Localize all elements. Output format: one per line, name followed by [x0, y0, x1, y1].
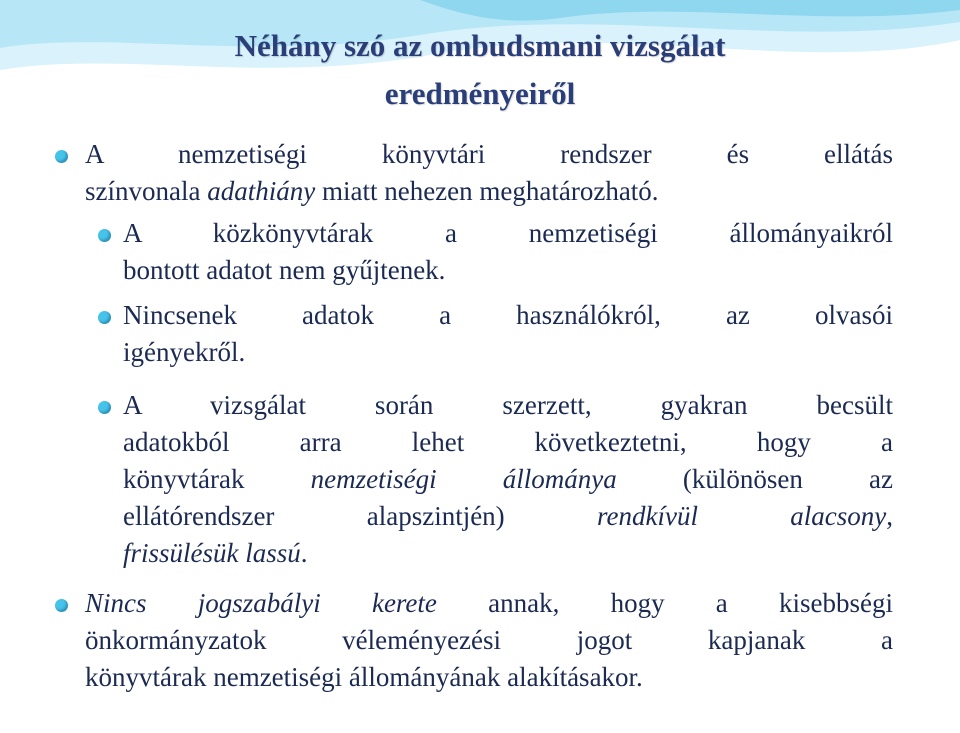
- emphasized-text: rendkívül alacsony: [597, 501, 887, 531]
- bullet-dot-icon: [98, 311, 111, 324]
- text-segment: igényekről.: [123, 337, 246, 367]
- bullet-line: [123, 498, 893, 535]
- slide-title-line-1: Néhány szó az ombudsmani vizsgálat: [234, 28, 726, 63]
- slide-title-line-2: eredményeiről: [384, 76, 576, 111]
- emphasized-text: adathiány: [207, 176, 316, 206]
- bullet-line: [123, 252, 893, 289]
- bullet-item-4: [123, 387, 893, 609]
- text-segment: (különösen az: [616, 464, 893, 494]
- bullet-line: [123, 334, 893, 371]
- bullet-line: [123, 387, 893, 424]
- bullet-line: [85, 173, 893, 210]
- text-segment: önkormányzatok véleményezési jogot kapjanak a: [85, 625, 893, 655]
- text-segment: Nincsenek adatok a használókról, az olvasói: [123, 300, 893, 330]
- text-segment: színvonala: [85, 176, 208, 206]
- emphasized-text: frissülésük lassú: [123, 538, 301, 568]
- bullet-line: [123, 535, 893, 572]
- bullet-line: [123, 424, 893, 461]
- text-segment: miatt nehezen meghatározható.: [315, 176, 659, 206]
- text-segment: könyvtárak nemzetiségi állományának alakításakor.: [85, 662, 643, 692]
- text-segment: könyvtárak: [123, 464, 311, 494]
- text-segment: adatokból arra lehet következtetni, hogy a: [123, 427, 893, 457]
- bullet-dot-icon: [98, 401, 111, 414]
- text-segment: ,: [886, 501, 894, 531]
- bullet-line: [85, 136, 893, 173]
- bullet-line: [123, 215, 893, 252]
- bullet-line: [123, 461, 893, 498]
- slide-title: [0, 22, 960, 118]
- text-segment: A nemzetiségi könyvtári rendszer és ellátás: [85, 139, 893, 169]
- bullet-dot-icon: [55, 599, 68, 612]
- text-segment: A vizsgálat során szerzett, gyakran becsült: [123, 390, 893, 420]
- bullet-line: [123, 297, 893, 334]
- bullet-dot-icon: [55, 150, 68, 163]
- emphasized-text: Nincs jogszabályi kerete: [85, 588, 437, 618]
- bullet-dot-icon: [98, 229, 111, 242]
- text-segment: annak, hogy a kisebbségi: [436, 588, 893, 618]
- bullet-item-5: [85, 585, 893, 733]
- text-segment: ellátórendszer alapszintjén): [123, 501, 597, 531]
- emphasized-text: nemzetiségi állománya: [310, 464, 617, 494]
- bullet-line: [85, 659, 893, 696]
- text-segment: bontott adatot nem gyűjtenek.: [123, 255, 446, 285]
- bullet-line: [85, 622, 893, 659]
- text-segment: .: [300, 538, 308, 568]
- text-segment: A közkönyvtárak a nemzetiségi állományaikról: [123, 218, 893, 248]
- bullet-line: [85, 585, 893, 622]
